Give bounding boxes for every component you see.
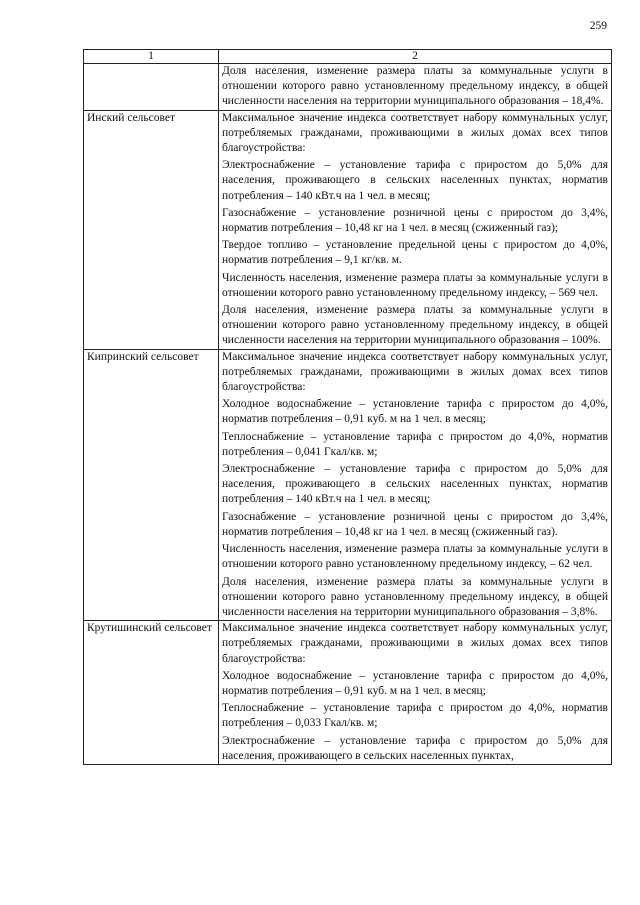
- table-row: [84, 349, 612, 620]
- municipality-name: Кипринский сельсовет: [84, 349, 219, 620]
- column-header-2: 2: [219, 50, 612, 64]
- paragraph: Максимальное значение индекса соответствует набору коммунальных услуг, потребляемых гражданами, проживающими в жилых домах всех типов благоустройства:: [222, 111, 608, 155]
- header-row: [84, 50, 612, 64]
- page-number: 259: [589, 20, 607, 32]
- municipality-name: Инский сельсовет: [84, 110, 219, 349]
- municipality-table: [83, 49, 612, 765]
- municipality-description: [219, 64, 612, 111]
- paragraph: Максимальное значение индекса соответствует набору коммунальных услуг, потребляемых гражданами, проживающими в жилых домах всех типов благоустройства:: [222, 350, 608, 394]
- column-header-1: 1: [84, 50, 219, 64]
- table-row: [84, 621, 612, 765]
- paragraph: Доля населения, изменение размера платы за коммунальные услуги в отношении которого равно установленному предельному индексу, в общей численности населения на территории муниципального образования – 18,4%.: [222, 65, 608, 108]
- paragraph: Теплоснабжение – установление тарифа с приростом до 4,0%, норматив потребления – 0,041 Гкал/кв. м;: [222, 430, 608, 458]
- paragraph: Электроснабжение – установление тарифа с приростом до 5,0% для населения, проживающего в сельских населенных пунктах,: [222, 734, 608, 762]
- table-row: [84, 110, 612, 349]
- municipality-description: [219, 349, 612, 620]
- paragraph: Холодное водоснабжение – установление тарифа с приростом до 4,0%, норматив потребления – 0,91 куб. м на 1 чел. в месяц;: [222, 669, 608, 697]
- paragraph: Газоснабжение – установление розничной цены с приростом до 3,4%, норматив потребления – 10,48 кг на 1 чел. в месяц (сжиженный газ);: [222, 206, 608, 235]
- paragraph: Доля населения, изменение размера платы за коммунальные услуги в отношении которого равно установленному предельному индексу, в общей численности населения на территории муниципального образования – 100%.: [222, 304, 608, 347]
- table-row: [84, 64, 612, 111]
- municipality-description: [219, 621, 612, 765]
- municipality-name: [84, 64, 219, 111]
- municipality-name: Крутишинский сельсовет: [84, 621, 219, 765]
- paragraph: Твердое топливо – установление предельной цены с приростом до 4,0%, норматив потребления – 9,1 кг/кв. м.: [222, 239, 608, 267]
- paragraph: Численность населения, изменение размера платы за коммунальные услуги в отношении которого равно установленному предельному индексу, – 62 чел.: [222, 543, 608, 571]
- paragraph: Максимальное значение индекса соответствует набору коммунальных услуг, потребляемых гражданами, проживающими в жилых домах всех типов благоустройства:: [222, 622, 608, 665]
- paragraph: Электроснабжение – установление тарифа с приростом до 5,0% для населения, проживающего в сельских населенных пунктах, норматив потребления – 140 кВт.ч на 1 чел. в месяц;: [222, 159, 608, 202]
- paragraph: Численность населения, изменение размера платы за коммунальные услуги в отношении которого равно установленному предельному индексу, – 569 чел.: [222, 271, 608, 299]
- paragraph: Теплоснабжение – установление тарифа с приростом до 4,0%, норматив потребления – 0,033 Гкал/кв. м;: [222, 702, 608, 730]
- paragraph: Доля населения, изменение размера платы за коммунальные услуги в отношении которого равно установленному предельному индексу, в общей численности населения на территории муниципального образования – 3,8%.: [222, 575, 608, 618]
- paragraph: Электроснабжение – установление тарифа с приростом до 5,0% для населения, проживающего в сельских населенных пунктах, норматив потребления – 140 кВт.ч на 1 чел. в месяц;: [222, 463, 608, 506]
- paragraph: Газоснабжение – установление розничной цены с приростом до 3,4%, норматив потребления – 10,48 кг на 1 чел. в месяц (сжиженный газ).: [222, 510, 608, 538]
- paragraph: Холодное водоснабжение – установление тарифа с приростом до 4,0%, норматив потребления – 0,91 куб. м на 1 чел. в месяц;: [222, 398, 608, 426]
- municipality-description: [219, 110, 612, 349]
